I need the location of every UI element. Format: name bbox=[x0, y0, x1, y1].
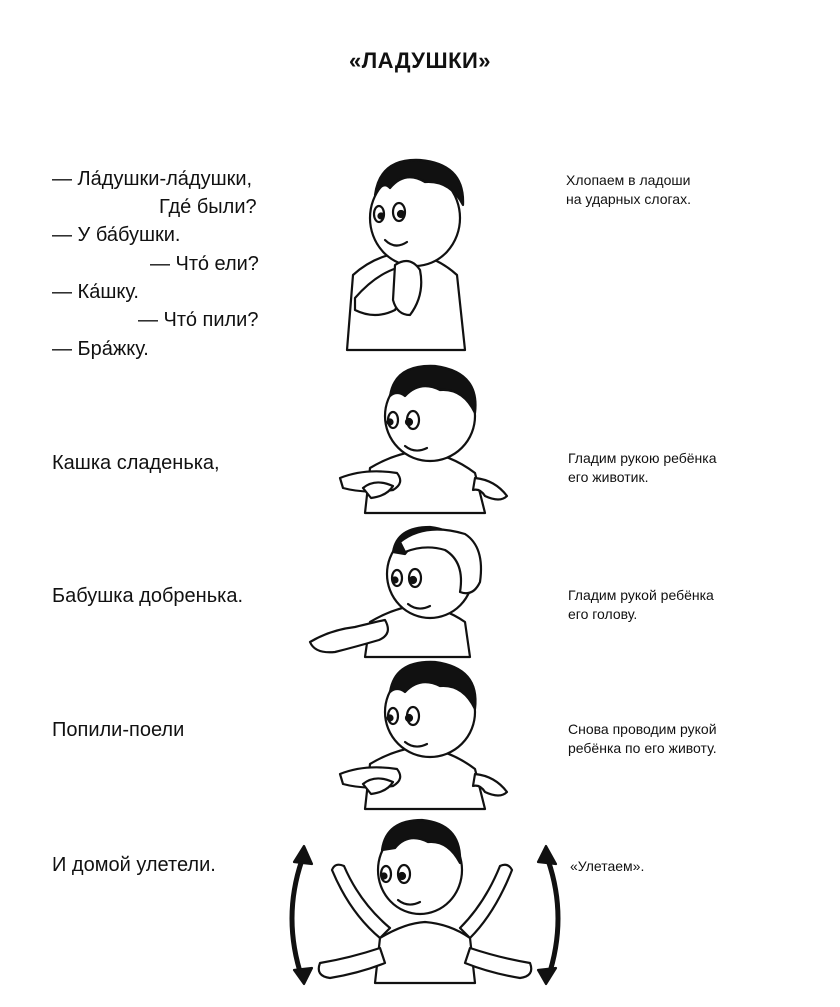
poem-line-7: — Бра́жку. bbox=[52, 338, 149, 360]
poem-line-2: Где́ были? bbox=[159, 196, 257, 218]
note-belly: Гладим рукою ребёнка его животик. bbox=[568, 450, 717, 485]
note-fly: «Улетаем». bbox=[570, 858, 645, 874]
page-title: «ЛАДУШКИ» bbox=[348, 48, 492, 73]
poem-line-3: — У ба́бушки. bbox=[52, 224, 181, 246]
poem-line-babushka: Бабушка добренька. bbox=[52, 585, 244, 607]
poem-line-domoy: И домой улетели. bbox=[52, 854, 216, 876]
poem-line-1: — Ла́душки-ла́душки, bbox=[52, 168, 253, 190]
poem-line-4: — Что́ ели? bbox=[150, 253, 259, 275]
boy-clapping-icon bbox=[335, 150, 475, 355]
note-clap: Хлопаем в ладоши на ударных слогах. bbox=[566, 172, 691, 207]
poem-line-kasha: Кашка сладенька, bbox=[52, 452, 220, 474]
poem-line-5: — Ка́шку. bbox=[52, 281, 139, 303]
boy-stroking-head-icon bbox=[305, 522, 500, 662]
boy-stroking-belly-again-icon bbox=[335, 664, 510, 814]
note-again: Снова проводим рукой ребёнка по его животу. bbox=[568, 721, 717, 756]
note-head: Гладим рукой ребёнка его голову. bbox=[568, 587, 714, 622]
boy-flying-icon bbox=[280, 818, 570, 988]
poem-line-popili: Попили-поели bbox=[52, 719, 185, 741]
poem-line-6: — Что́ пили? bbox=[138, 309, 259, 331]
boy-stroking-belly-icon bbox=[335, 368, 510, 518]
